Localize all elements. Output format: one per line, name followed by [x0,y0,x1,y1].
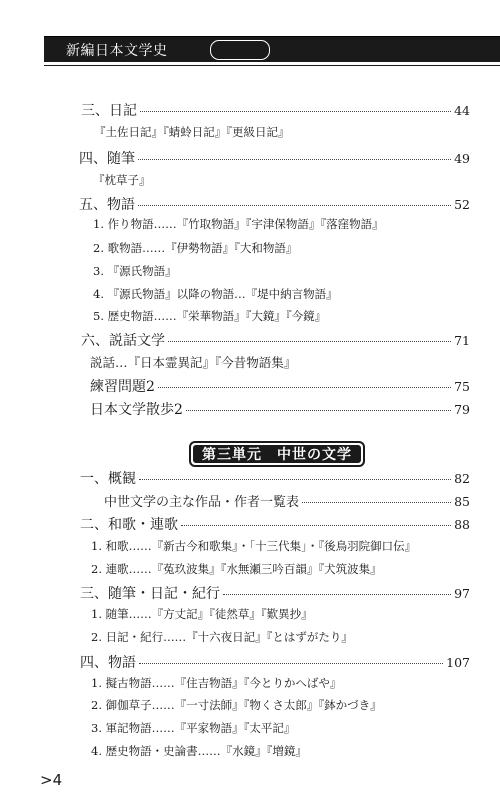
toc-item[interactable] [93,286,338,302]
item-text: 4. 歴史物語・史論書……『水鏡』『増鏡』 [91,744,307,758]
item-text: 3. 『源氏物語』 [93,264,177,278]
section-title: 六、説話文学 [81,333,165,349]
section-title: 五、物語 [79,197,135,213]
toc-section[interactable] [80,652,470,672]
header-tab-badge [210,40,270,60]
item-text: 1. 擬古物語……『住吉物語』『今とりかへばや』 [91,676,342,690]
toc-section[interactable] [81,100,470,120]
page-number: 75 [454,379,470,394]
section-title: 四、随筆 [79,151,135,167]
leader-dots [302,502,451,503]
item-text: 2. 連歌……『菟玖波集』『水無瀬三吟百韻』『犬筑波集』 [91,562,382,576]
section-title: 三、日記 [81,103,137,119]
page-number: 97 [454,586,470,601]
toc-item[interactable] [93,308,326,324]
section-title: 四、物語 [80,655,136,671]
section-title: 中世文学の主な作品・作者一覧表 [104,495,300,510]
toc-item[interactable] [91,538,416,554]
toc-item[interactable] [93,172,151,188]
section-title: 三、随筆・日記・紀行 [80,586,220,602]
item-text: 1. 和歌……『新古今和歌集』・「十三代集」・『後鳥羽院御口伝』 [91,539,417,553]
toc-item[interactable] [91,743,307,759]
toc-section[interactable] [79,194,470,214]
page-number: 82 [454,471,470,486]
leader-dots [139,479,451,480]
toc-item[interactable] [91,675,341,691]
toc-section[interactable] [104,491,470,510]
book-title: 新編日本文学史 [66,42,168,59]
page-number: 71 [454,333,470,348]
toc-item[interactable] [93,263,177,279]
item-text: 5. 歴史物語……『栄華物語』『大鏡』『今鏡』 [93,309,327,323]
leader-dots [138,205,451,206]
toc-section[interactable] [80,468,470,488]
leader-dots [139,663,443,664]
toc-item[interactable] [94,124,290,140]
toc-item[interactable] [93,240,297,256]
item-text: 1. 随筆……『方丈記』『徒然草』『歎異抄』 [91,607,313,621]
toc-section[interactable] [79,148,470,168]
page-number: 107 [446,655,470,670]
leader-dots [223,594,451,595]
leader-dots [181,525,451,526]
page-number: 52 [454,197,470,212]
toc-item[interactable] [91,561,382,577]
toc-extra[interactable] [90,376,470,396]
page-number: 88 [454,517,470,532]
toc-item[interactable] [91,720,295,736]
leader-dots [158,387,451,388]
item-text: 2. 歌物語……『伊勢物語』『大和物語』 [93,241,298,255]
leader-dots [186,410,451,411]
page-footer-number: >4 [40,771,63,789]
toc-section[interactable] [80,583,470,603]
extra-title: 日本文学散歩2 [90,402,183,418]
unit-title: 第三単元 中世の文学 [193,445,361,463]
item-text: 2. 日記・紀行……『十六夜日記』『とはずがたり』 [91,630,353,644]
toc-section[interactable] [81,330,470,350]
running-header [44,36,500,62]
toc-item[interactable] [91,697,382,713]
item-text: 4. 『源氏物語』以降の物語…『堤中納言物語』 [93,287,338,301]
item-text: 2. 御伽草子……『一寸法師』『物くさ太郎』『鉢かづき』 [91,698,382,712]
toc-extra[interactable] [90,399,470,419]
section-title: 二、和歌・連歌 [80,517,178,533]
leader-dots [168,341,451,342]
leader-dots [138,159,451,160]
section-title: 一、概観 [80,471,136,487]
unit-heading[interactable] [189,441,365,467]
page-number: 85 [454,494,470,509]
toc-item[interactable] [93,216,384,232]
item-text: 『枕草子』 [93,173,151,187]
leader-dots [140,111,451,112]
item-text: 1. 作り物語……『竹取物語』『宇津保物語』『落窪物語』 [93,217,384,231]
item-text: 『土佐日記』『蜻蛉日記』『更級日記』 [94,125,290,139]
toc-item[interactable] [90,353,296,371]
item-text: 説話…『日本霊異記』『今昔物語集』 [90,355,297,370]
toc-section[interactable] [80,514,470,534]
page-number: 44 [454,103,470,118]
extra-title: 練習問題2 [90,379,155,395]
toc-item[interactable] [91,606,313,622]
toc-item[interactable] [91,629,353,645]
page-number: 79 [454,402,470,417]
item-text: 3. 軍記物語……『平家物語』『太平記』 [91,721,296,735]
page-number: 49 [454,151,470,166]
